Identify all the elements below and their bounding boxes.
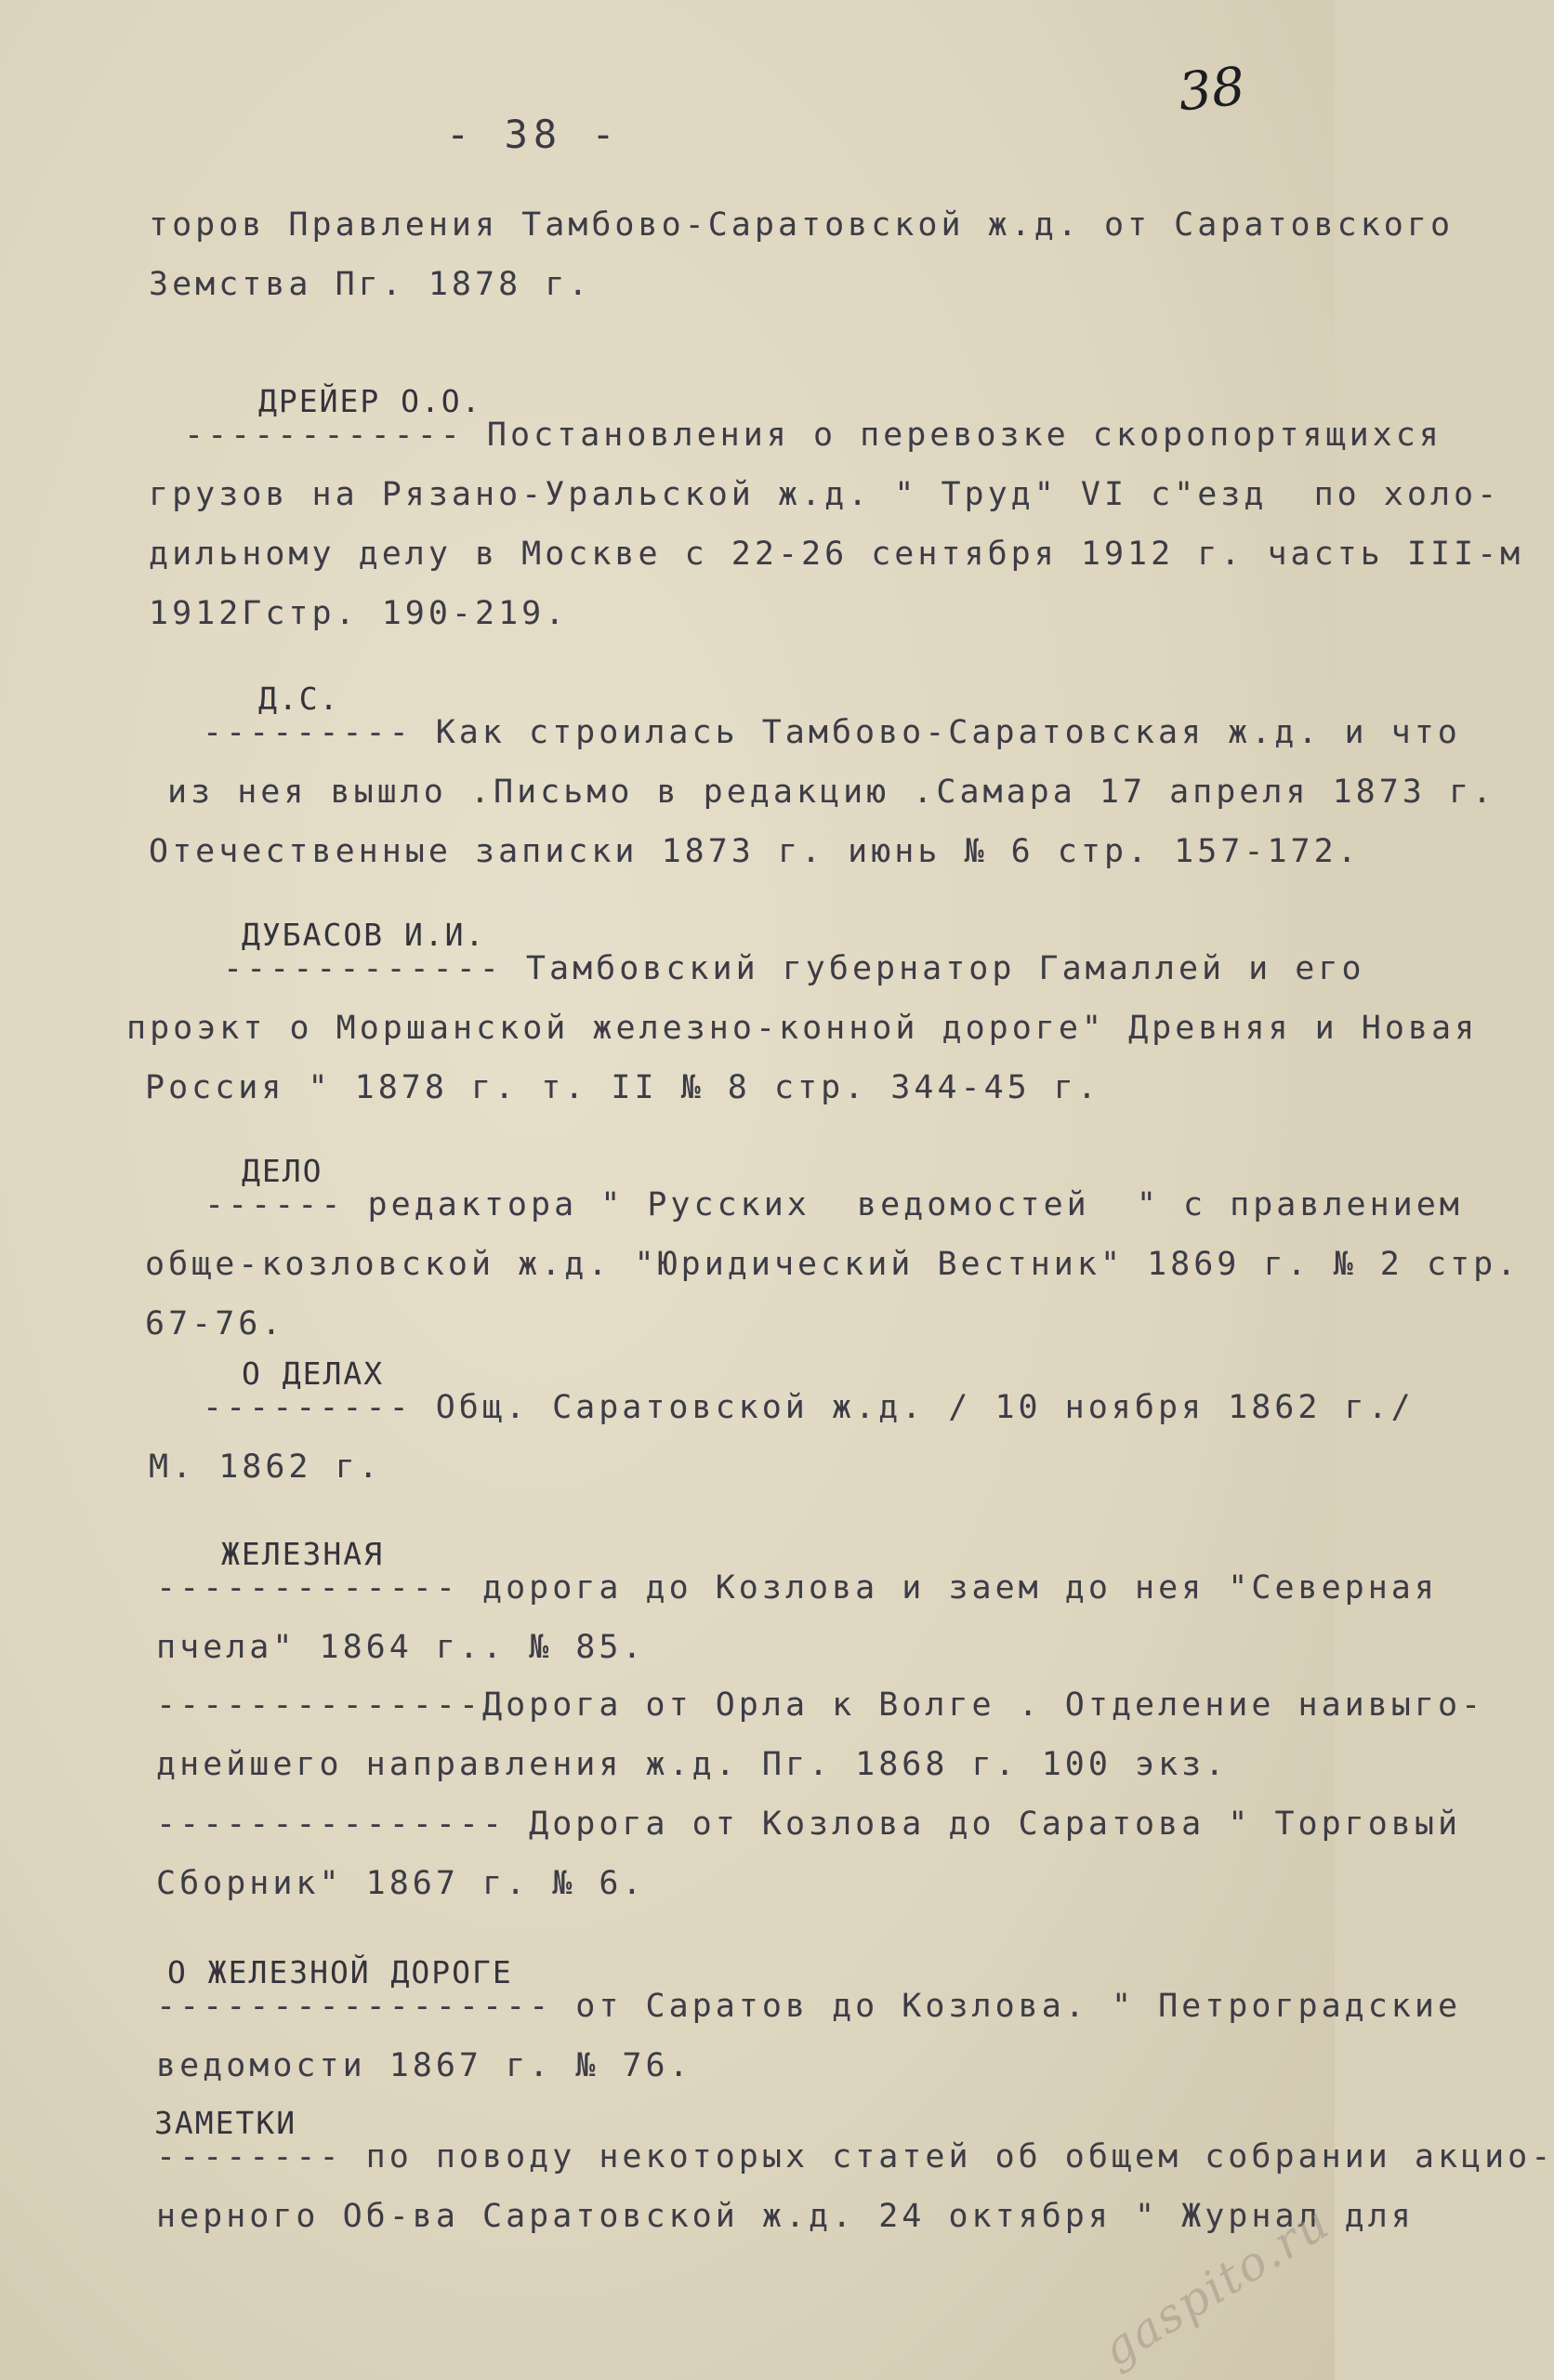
text-line: Земства Пг. 1878 г. bbox=[149, 266, 592, 303]
text-line: проэкт о Моршанской железно-конной дороге" Древняя и Новая bbox=[126, 1010, 1479, 1047]
text-line: --------- Как строилась Тамбово-Саратовская ж.д. и что bbox=[203, 714, 1461, 751]
text-line: М. 1862 г. bbox=[149, 1448, 382, 1486]
text-line: дильному делу в Москве с 22-26 сентября 1912 г. часть III-м bbox=[149, 536, 1524, 573]
text-line: пчела" 1864 г.. № 85. bbox=[156, 1629, 646, 1666]
text-line: нерного Об-ва Саратовской ж.д. 24 октября " Журнал для bbox=[156, 2198, 1415, 2235]
text-line: днейшего направления ж.д. Пг. 1868 г. 100 экз. bbox=[156, 1746, 1229, 1783]
text-line: Отечественные записки 1873 г. июнь № 6 стр. 157-172. bbox=[149, 833, 1361, 870]
text-line: 67-76. bbox=[145, 1305, 285, 1342]
text-line: торов Правления Тамбово-Саратовской ж.д. от Саратовского bbox=[149, 206, 1455, 244]
entry-heading: ЖЕЛЕЗНАЯ bbox=[221, 1536, 384, 1572]
entry-heading: ЗАМЕТКИ bbox=[154, 2105, 297, 2141]
entry-heading: ДУБАСОВ И.И. bbox=[242, 917, 486, 953]
text-line: --------------Дорога от Орла к Волге . Отделение наивыго- bbox=[156, 1686, 1485, 1724]
folio-number: 38 bbox=[1175, 56, 1248, 124]
text-line: Сборник" 1867 г. № 6. bbox=[156, 1865, 646, 1902]
text-line: ------ редактора " Русских ведомостей " с правлением bbox=[204, 1186, 1463, 1223]
text-line: ведомости 1867 г. № 76. bbox=[156, 2047, 692, 2084]
text-line: обще-козловской ж.д. "Юридический Вестник" 1869 г. № 2 стр. bbox=[145, 1246, 1521, 1283]
entry-heading: О ДЕЛАХ bbox=[242, 1355, 385, 1392]
text-line: из нея вышло .Письмо в редакцию .Самара 17 апреля 1873 г. bbox=[167, 774, 1496, 811]
entry-heading: Д.С. bbox=[258, 681, 340, 717]
entry-heading: ДЕЛО bbox=[242, 1153, 323, 1189]
text-line: Россия " 1878 г. т. II № 8 стр. 344-45 г. bbox=[145, 1069, 1100, 1106]
text-line: ------------- дорога до Козлова и заем до нея "Северная bbox=[156, 1569, 1438, 1606]
text-line: --------- Общ. Саратовской ж.д. / 10 ноября 1862 г./ bbox=[203, 1389, 1415, 1426]
entry-heading: О ЖЕЛЕЗНОЙ ДОРОГЕ bbox=[167, 1954, 513, 1990]
text-line: ------------ Постановления о перевозке скоропортящихся bbox=[184, 416, 1442, 454]
text-line: 1912Гстр. 190-219. bbox=[149, 595, 569, 632]
text-line: ------------ Тамбовский губернатор Гамаллей и его bbox=[223, 950, 1365, 987]
text-line: грузов на Рязано-Уральской ж.д. " Труд" VI с"езд по холо- bbox=[149, 476, 1501, 513]
text-line: -------- по поводу некоторых статей об общем собрании акцио- bbox=[156, 2138, 1554, 2175]
text-line: ----------------- от Саратов до Козлова. " Петроградские bbox=[156, 1988, 1462, 2025]
page-number: - 38 - bbox=[446, 112, 621, 157]
watermark: gaspito.ru bbox=[1092, 2195, 1340, 2377]
text-line: --------------- Дорога от Козлова до Саратова " Торговый bbox=[156, 1805, 1462, 1843]
entry-heading: ДРЕЙЕР О.О. bbox=[258, 383, 482, 419]
